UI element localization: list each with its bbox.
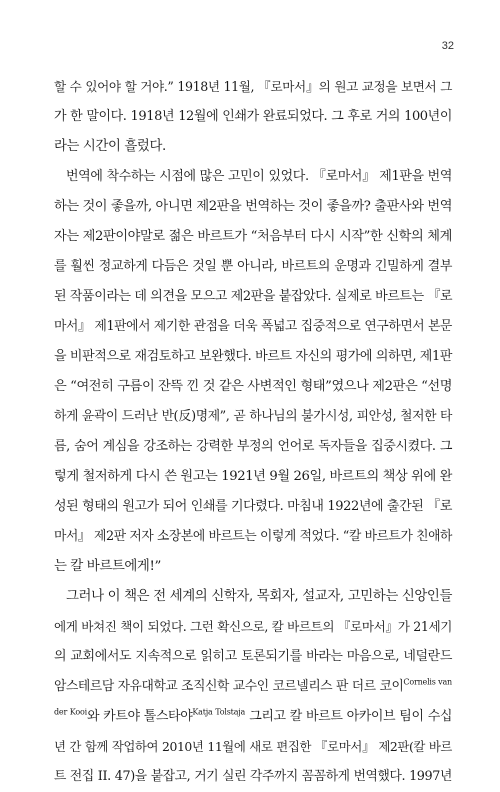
text-line: 가 한 말이다. 1918년 12월에 인쇄가 완료되었다. 그 후로 거의 100년이 xyxy=(54,109,452,124)
text-segment: 와 카트야 톨스타야 xyxy=(86,709,193,724)
text-line: 하는 것이 좋을까, 아니면 제2판을 번역하는 것이 좋을까? 출판사와 번역 xyxy=(54,199,453,214)
text-line: 성된 형태의 원고가 되어 인쇄를 기다렸다. 마침내 1922년에 출간된 『로 xyxy=(54,499,452,514)
superscript-name: der Kooi xyxy=(54,707,87,717)
body-text xyxy=(54,72,452,792)
text-line xyxy=(54,672,452,702)
text-line: 번역에 착수하는 시점에 많은 고민이 있었다. 『로마서』 제1판을 번역 xyxy=(66,169,452,184)
text-line: 을 비판적으로 재검토하고 보완했다. 바르트 자신의 평가에 의하면, 제1판 xyxy=(54,349,452,364)
superscript-name: Cornelis van xyxy=(403,677,452,687)
text-line: 마서』 제2판 저자 소장본에 바르트는 이렇게 적었다. “칼 바르트가 친애하 xyxy=(54,529,452,544)
text-line: 렇게 철저하게 다시 쓴 원고는 1921년 9월 26일, 바르트의 책상 위에 완 xyxy=(54,469,452,484)
text-line: 은 “여전히 구름이 잔뜩 낀 것 같은 사변적인 형태”였으나 제2판은 “선명 xyxy=(54,379,453,394)
text-segment: 그리고 칼 바르트 아카이브 팀이 수십 xyxy=(245,709,453,724)
paragraph-1 xyxy=(54,72,452,162)
text-line: 할 수 있어야 할 거야.” 1918년 11월, 『로마서』의 원고 교정을 보면서 그 xyxy=(54,79,452,94)
paragraph-3 xyxy=(54,582,452,792)
text-line: 에게 바쳐진 책이 되었다. 그런 확신으로, 칼 바르트의 『로마서』가 21세기 xyxy=(54,619,452,634)
text-line: 자는 제2판이야말로 젊은 바르트가 “처음부터 다시 시작”한 신학의 체계 xyxy=(54,229,452,244)
text-line: 름, 숨어 계심을 강조하는 강력한 부정의 언어로 독자들을 집중시켰다. 그 xyxy=(54,439,452,454)
page-number: 32 xyxy=(441,40,454,52)
text-line xyxy=(54,702,452,732)
text-line: 는 칼 바르트에게!” xyxy=(54,559,161,574)
paragraph-2 xyxy=(54,162,452,582)
text-line: 년 간 함께 작업하여 2010년 11월에 새로 편집한 『로마서』 제2판(칼 바르 xyxy=(54,739,452,754)
text-line: 그러나 이 책은 전 세계의 신학자, 목회자, 설교자, 고민하는 신앙인들 xyxy=(66,589,452,604)
text-line: 를 훨씬 정교하게 다듬은 것일 뿐 아니라, 바르트의 운명과 긴밀하게 결부 xyxy=(54,259,452,274)
text-line: 하게 윤곽이 드러난 반(反)명제”, 곧 하나님의 불가시성, 피안성, 철저한 타 xyxy=(54,409,452,424)
text-line: 마서』 제1판에서 제기한 관점을 더욱 폭넓고 집중적으로 연구하면서 본문 xyxy=(54,319,452,334)
text-line: 라는 시간이 흘렀다. xyxy=(54,139,166,154)
superscript-name: Katja Tolstaja xyxy=(192,707,246,717)
text-line: 트 전집 II. 47)을 붙잡고, 거기 실린 각주까지 꼼꼼하게 번역했다. 1997년 xyxy=(54,769,452,784)
text-line: 된 작품이라는 데 의견을 모으고 제2판을 붙잡았다. 실제로 바르트는 『로 xyxy=(54,289,453,304)
text-line: 의 교회에서도 지속적으로 읽히고 토론되기를 바라는 마음으로, 네덜란드 xyxy=(54,649,452,664)
text-segment: 암스테르담 자유대학교 조직신학 교수인 코르넬리스 판 더르 코이 xyxy=(54,679,404,694)
